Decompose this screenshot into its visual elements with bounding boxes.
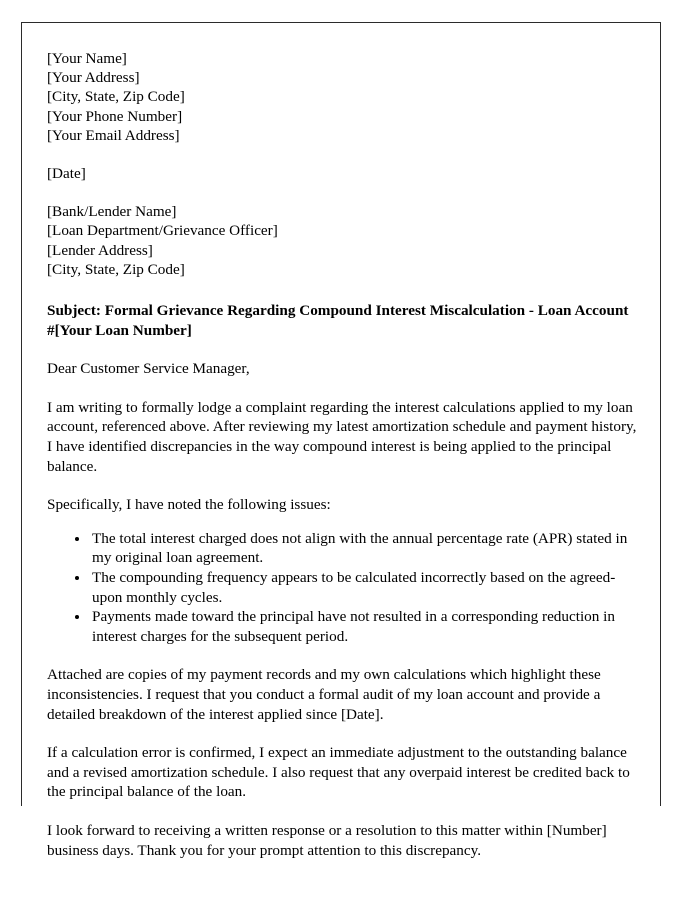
- spacer-after-paragraph-2: [47, 724, 638, 743]
- recipient-street-line: [Lender Address]: [47, 241, 153, 259]
- list-item: • The total interest charged does not align with the annual percentage rate (APR) stated in my original loan agreement.: [90, 529, 638, 568]
- issues-intro-line: Specifically, I have noted the following issues:: [47, 496, 331, 514]
- spacer-after-salutation: [47, 379, 638, 398]
- list-item: • Payments made toward the principal have not resulted in a corresponding reduction in interest charges for the subsequent period.: [90, 607, 638, 646]
- body-paragraph-3: If a calculation error is confirmed, I expect an immediate adjustment to the outstanding balance and a revised amortization schedule. I also request that any overpaid interest be credited back to the principal balance of the loan.: [47, 744, 630, 801]
- sender-city-line: [City, State, Zip Code]: [47, 88, 185, 106]
- date-line: [Date]: [47, 165, 86, 183]
- salutation-line: Dear Customer Service Manager,: [47, 360, 250, 378]
- recipient-department-line: [Loan Department/Grievance Officer]: [47, 222, 278, 240]
- body-paragraph-1: I am writing to formally lodge a complaint regarding the interest calculations applied to my loan account, referenced above. After reviewing my latest amortization schedule and payment history, I have identified discrepancies in the way compound interest is being applied to the principal balance.: [47, 398, 637, 475]
- spacer-after-paragraph-1: [47, 476, 638, 495]
- body-paragraph-2: Attached are copies of my payment records and my own calculations which highlight these inconsistencies. I request that you conduct a formal audit of my loan account and provide a detailed breakdown of the interest applied since [Date].: [47, 666, 601, 723]
- recipient-company-line: [Bank/Lender Name]: [47, 203, 177, 221]
- spacer-after-subject: [47, 340, 638, 359]
- spacer-after-date: [47, 183, 638, 202]
- spacer-before-list: [47, 515, 638, 529]
- sender-name-line: [Your Name]: [47, 50, 127, 67]
- document-page: [21, 22, 661, 859]
- issues-list: [47, 529, 638, 647]
- letter-content: [22, 23, 660, 860]
- sender-street-line: [Your Address]: [47, 69, 140, 87]
- recipient-address-block: [47, 202, 638, 279]
- sender-phone-line: [Your Phone Number]: [47, 107, 183, 125]
- recipient-city-line: [City, State, Zip Code]: [47, 260, 185, 278]
- sender-email-line: [Your Email Address]: [47, 126, 180, 144]
- spacer-after-paragraph-3: [47, 802, 638, 821]
- spacer-after-list: [47, 646, 638, 665]
- body-paragraph-4: I look forward to receiving a written response or a resolution to this matter within [Number] business days. Thank you for your prompt attention to this discrepancy.: [47, 821, 607, 859]
- spacer-after-sender: [47, 145, 638, 164]
- sender-address-block: [47, 49, 638, 145]
- list-item: • The compounding frequency appears to be calculated incorrectly based on the agreed-upon monthly cycles.: [90, 568, 638, 607]
- spacer-before-subject: [47, 279, 638, 301]
- subject-line: Subject: Formal Grievance Regarding Compound Interest Miscalculation - Loan Account #[Your Loan Number]: [47, 302, 629, 339]
